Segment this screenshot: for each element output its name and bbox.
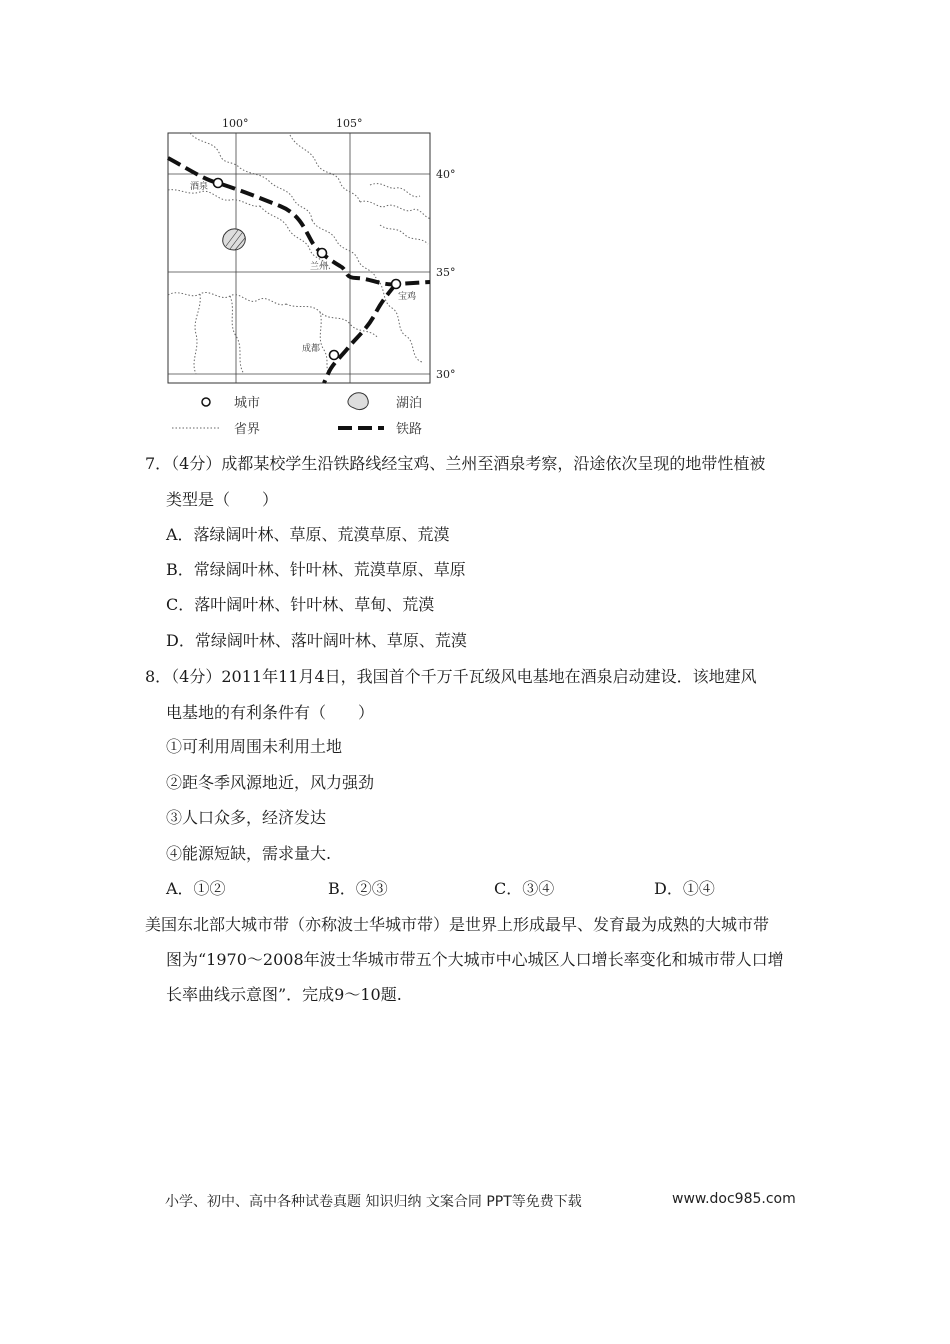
- city-marker-baoji: [392, 280, 401, 289]
- intro-line3: 长率曲线示意图”．完成9～10题.: [166, 985, 402, 1004]
- lat-label-35: 35°: [436, 266, 456, 279]
- city-marker-lanzhou: [318, 249, 327, 258]
- q8-option-a: A．①②: [166, 879, 226, 898]
- province-boundaries: [168, 133, 430, 374]
- legend-province-label: 省界: [234, 422, 261, 437]
- lat-label-30: 30°: [436, 368, 456, 381]
- q7-option-c: C．落叶阔叶林、针叶林、草甸、荒漠: [166, 595, 435, 614]
- q7-option-b: B．常绿阔叶林、针叶林、荒漠草原、草原: [166, 560, 466, 579]
- intro-line1: 美国东北部大城市带（亦称波士华城市带）是世界上形成最早、发育最为成熟的大城市带: [145, 915, 770, 934]
- q8-statement-1: ①可利用周围未利用土地: [166, 737, 343, 756]
- q8-statement-3: ③人口众多，经济发达: [166, 808, 327, 827]
- legend-city-label: 城市: [234, 396, 261, 411]
- city-marker-jiuquan: [214, 179, 223, 188]
- legend-lake-icon: [348, 393, 368, 410]
- q7-option-a: A．落绿阔叶林、草原、荒漠草原、荒漠: [166, 525, 450, 544]
- map-frame: [168, 133, 430, 383]
- q8-stem-line1: 8．（4分）2011年11月4日，我国首个千万千瓦级风电基地在酒泉启动建设．该地建风: [145, 667, 757, 686]
- lat-label-40: 40°: [436, 168, 456, 181]
- intro-line2: 图为“1970～2008年波士华城市带五个大城市中心城区人口增长率变化和城市带人口增: [166, 950, 784, 969]
- lon-label-105: 105°: [336, 117, 363, 130]
- city-label-chengdu: 成都: [302, 344, 321, 354]
- footer-url[interactable]: www.doc985.com: [672, 1191, 796, 1207]
- q8-option-c: C．③④: [494, 879, 555, 898]
- city-label-lanzhou: 兰州: [310, 262, 329, 272]
- q7-option-d: D．常绿阔叶林、落叶阔叶林、草原、荒漠: [166, 631, 467, 650]
- city-label-jiuquan: 酒泉: [190, 182, 209, 192]
- q7-stem-line1: 7．（4分）成都某校学生沿铁路线经宝鸡、兰州至酒泉考察，沿途依次呈现的地带性植被: [145, 454, 766, 473]
- lon-label-100: 100°: [222, 117, 249, 130]
- map-legend: [172, 393, 422, 437]
- lake-shape: [223, 229, 246, 250]
- legend-lake-label: 湖泊: [396, 396, 423, 411]
- q8-option-d: D．①④: [654, 879, 715, 898]
- legend-city-icon: [202, 398, 210, 406]
- q8-statement-4: ④能源短缺，需求量大.: [166, 844, 332, 863]
- q8-option-b: B．②③: [328, 879, 388, 898]
- q8-statement-2: ②距冬季风源地近，风力强劲: [166, 773, 375, 792]
- city-marker-chengdu: [330, 351, 339, 360]
- legend-railway-label: 铁路: [396, 422, 423, 437]
- q7-stem-line2: 类型是（ ）: [166, 490, 279, 509]
- q8-stem-line2: 电基地的有利条件有（ ）: [166, 703, 375, 722]
- footer-text: 小学、初中、高中各种试卷真题 知识归纳 文案合同 PPT等免费下载: [165, 1194, 582, 1210]
- railway-map: [160, 110, 470, 440]
- city-label-baoji: 宝鸡: [398, 292, 417, 302]
